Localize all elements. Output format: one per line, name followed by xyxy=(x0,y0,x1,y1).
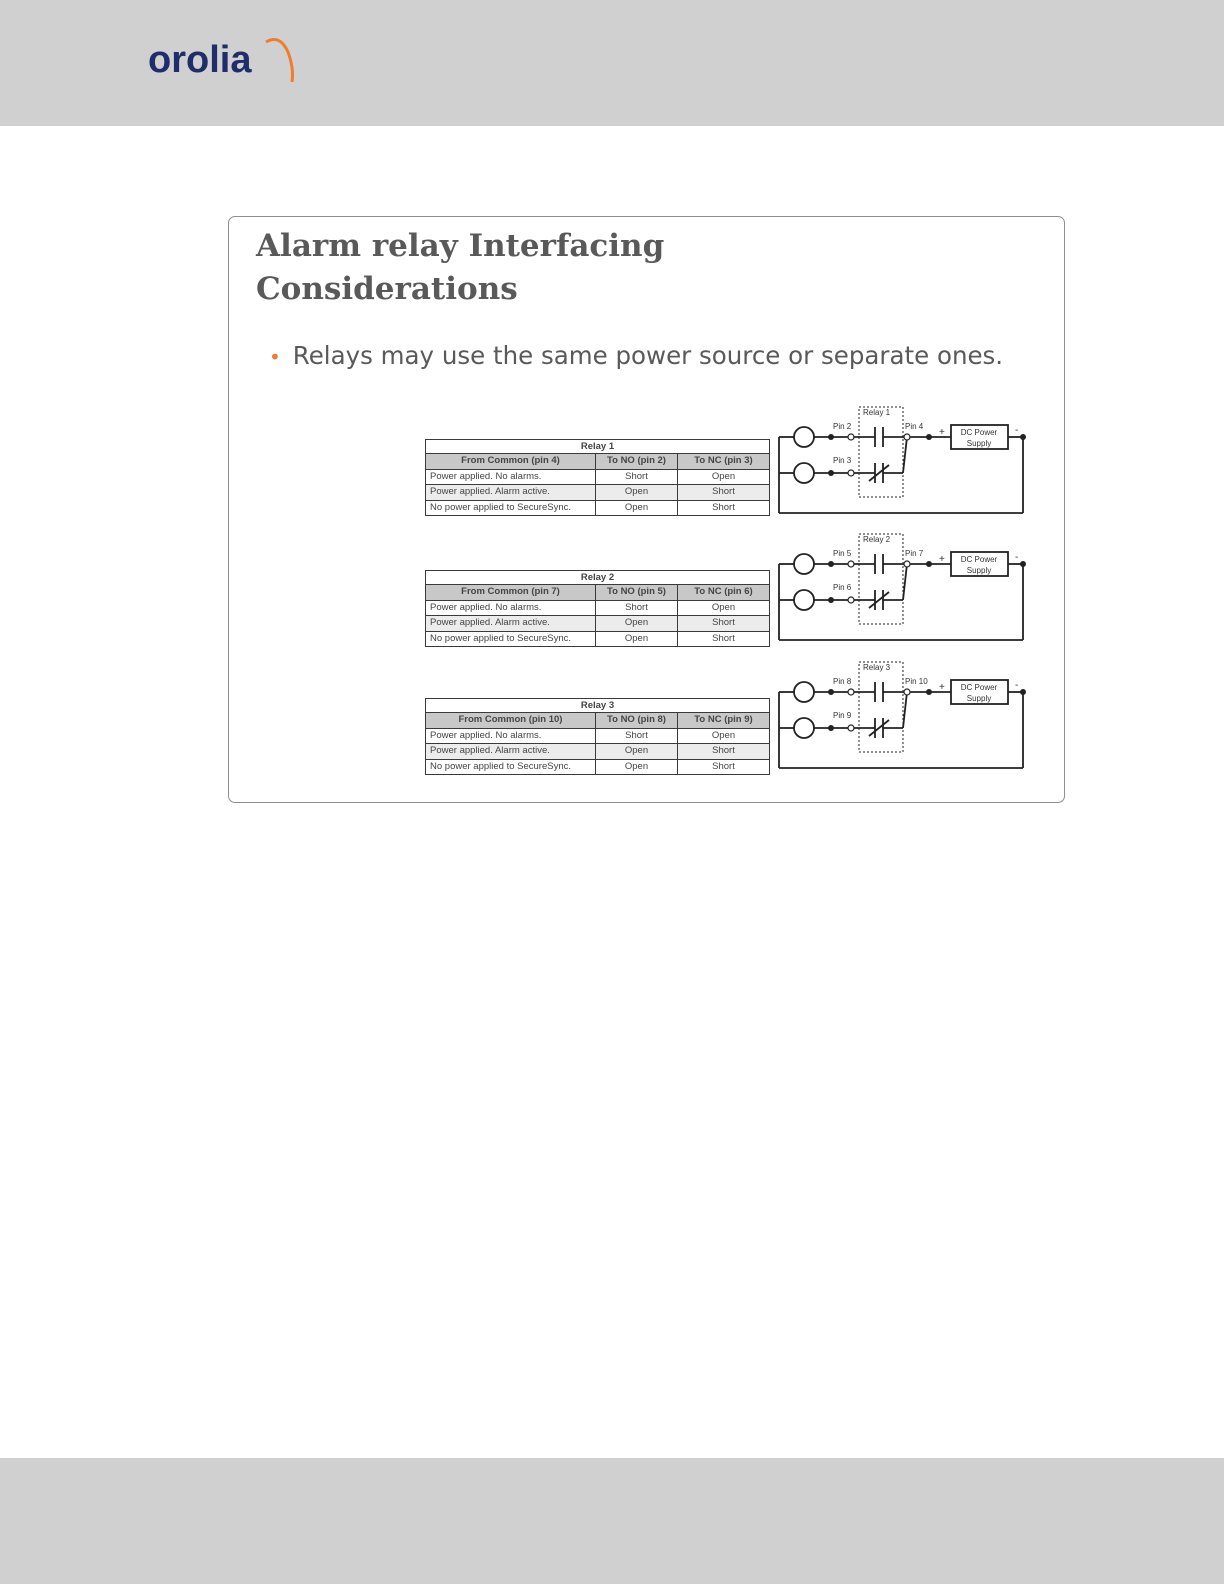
table-header: To NC (pin 9) xyxy=(678,713,770,729)
circuit-pin-label: Pin 7 xyxy=(905,549,924,558)
table-cell: Short xyxy=(678,485,770,501)
dc-supply-label: Supply xyxy=(966,439,992,448)
circuit-pin-label: Pin 4 xyxy=(905,422,924,431)
table-cell: Short xyxy=(596,469,678,485)
circuit-plus-label: + xyxy=(939,682,945,693)
table-row xyxy=(426,485,770,501)
dc-supply-label: Supply xyxy=(966,694,992,703)
table-cell: Short xyxy=(596,600,678,616)
orolia-logo xyxy=(148,32,298,88)
table-row xyxy=(426,469,770,485)
table-cell: Open xyxy=(596,744,678,760)
circuit-relay-label: Relay 3 xyxy=(863,663,891,672)
table-cell: Power applied. Alarm active. xyxy=(426,744,596,760)
relay-circuit-diagram xyxy=(777,660,1035,778)
table-row xyxy=(426,728,770,744)
table-cell: Short xyxy=(678,500,770,516)
table-header: To NC (pin 3) xyxy=(678,454,770,470)
relay-table-caption: Relay 1 xyxy=(425,439,770,453)
circuit-minus-label: - xyxy=(1015,552,1019,563)
table-cell: Open xyxy=(678,600,770,616)
dc-supply-label: DC Power xyxy=(960,428,998,437)
dc-supply-label: DC Power xyxy=(960,555,998,564)
circuit-pin-label: Pin 3 xyxy=(833,456,852,465)
table-cell: Open xyxy=(678,469,770,485)
circuit-plus-label: + xyxy=(939,427,945,438)
table-header: To NO (pin 5) xyxy=(596,585,678,601)
circuit-pin-label: Pin 5 xyxy=(833,549,852,558)
logo-text: orolia xyxy=(148,39,252,81)
relay-circuit-diagram xyxy=(777,405,1035,523)
table-cell: Open xyxy=(596,616,678,632)
table-cell: Open xyxy=(678,728,770,744)
table-row xyxy=(426,759,770,775)
table-cell: Short xyxy=(678,616,770,632)
table-cell: Short xyxy=(678,759,770,775)
bullet-item xyxy=(269,341,1003,370)
table-cell: Short xyxy=(596,728,678,744)
circuit-minus-label: - xyxy=(1015,425,1019,436)
table-header: To NO (pin 8) xyxy=(596,713,678,729)
relay-table xyxy=(425,698,770,775)
relay-table xyxy=(425,439,770,516)
table-cell: Power applied. Alarm active. xyxy=(426,485,596,501)
table-cell: Power applied. No alarms. xyxy=(426,600,596,616)
table-header: From Common (pin 7) xyxy=(426,585,596,601)
table-header: To NO (pin 2) xyxy=(596,454,678,470)
table-cell: Short xyxy=(678,744,770,760)
relay-circuit-diagram xyxy=(777,532,1035,650)
circuit-relay-label: Relay 2 xyxy=(863,535,891,544)
table-header: From Common (pin 10) xyxy=(426,713,596,729)
table-cell: Open xyxy=(596,759,678,775)
relay-table-caption: Relay 3 xyxy=(425,698,770,712)
slide-panel xyxy=(228,216,1065,803)
circuit-pin-label: Pin 10 xyxy=(905,677,928,686)
bullet-text: Relays may use the same power source or separate ones. xyxy=(292,341,1004,370)
dc-supply-label: Supply xyxy=(966,566,992,575)
circuit-minus-label: - xyxy=(1015,680,1019,691)
circuit-plus-label: + xyxy=(939,554,945,565)
circuit-pin-label: Pin 8 xyxy=(833,677,852,686)
table-cell: No power applied to SecureSync. xyxy=(426,631,596,647)
relay-table xyxy=(425,570,770,647)
table-cell: No power applied to SecureSync. xyxy=(426,759,596,775)
table-cell: Open xyxy=(596,500,678,516)
relay-table-caption: Relay 2 xyxy=(425,570,770,584)
table-cell: Open xyxy=(596,631,678,647)
footer-band xyxy=(0,1458,1224,1584)
header-band xyxy=(0,0,1224,126)
table-header: To NC (pin 6) xyxy=(678,585,770,601)
circuit-pin-label: Pin 9 xyxy=(833,711,852,720)
table-row xyxy=(426,631,770,647)
table-header: From Common (pin 4) xyxy=(426,454,596,470)
circuit-pin-label: Pin 6 xyxy=(833,583,852,592)
table-cell: Power applied. No alarms. xyxy=(426,728,596,744)
circuit-relay-label: Relay 1 xyxy=(863,408,891,417)
table-cell: Power applied. Alarm active. xyxy=(426,616,596,632)
table-cell: Open xyxy=(596,485,678,501)
dc-supply-label: DC Power xyxy=(960,683,998,692)
table-cell: Short xyxy=(678,631,770,647)
table-row xyxy=(426,744,770,760)
bullet-dot-icon: • xyxy=(269,345,281,369)
circuit-pin-label: Pin 2 xyxy=(833,422,852,431)
table-row xyxy=(426,600,770,616)
table-row xyxy=(426,616,770,632)
table-cell: No power applied to SecureSync. xyxy=(426,500,596,516)
table-row xyxy=(426,500,770,516)
table-cell: Power applied. No alarms. xyxy=(426,469,596,485)
slide-title: Alarm relay Interfacing Considerations xyxy=(256,228,665,307)
